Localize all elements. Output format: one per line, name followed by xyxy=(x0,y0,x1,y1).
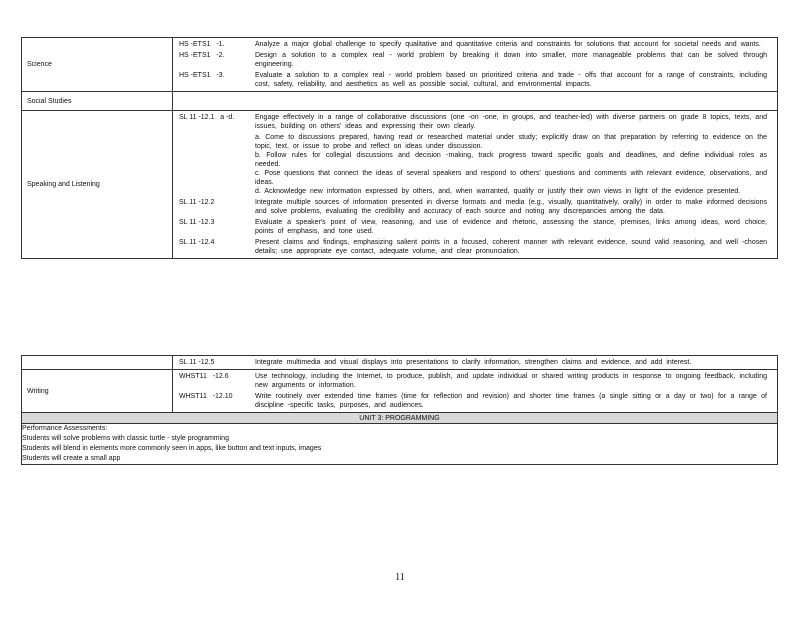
standards-table-top xyxy=(21,37,778,259)
sub-standard: a. Come to discussions prepared, having read or researched material under study; explicitly draw on that preparation by referring to evidence on the topic, text, or issue to probe and reflect on ideas under discussion. xyxy=(255,134,767,150)
sub-standard: c. Pose questions that connect the ideas of several speakers and respond to others' questions and comments with relevant evidence, observations, and ideas. xyxy=(255,170,767,186)
writing-subject: Writing xyxy=(22,370,173,413)
standard-text: Design a solution to a complex real - world problem by breaking it down into smaller, more manageable problems that can be solved through engineering. xyxy=(255,52,767,68)
standard-text: Integrate multimedia and visual displays into presentations to clarify information, strengthen claims and evidence, and add interest. xyxy=(255,359,692,366)
science-standards xyxy=(173,38,778,92)
standard-code: SL 11 -12.3 xyxy=(179,219,215,226)
sl5-standard xyxy=(173,356,778,370)
standard-row xyxy=(173,71,777,89)
empty-subject-cell xyxy=(22,356,173,370)
page-number: 11 xyxy=(395,572,405,583)
science-subject: Science xyxy=(22,38,173,92)
standard-code: HS -ETS1 -3. xyxy=(179,72,225,79)
standard-code: WHST11 -12.10 xyxy=(179,393,233,400)
standard-code: WHST11 -12.6 xyxy=(179,373,229,380)
performance-item: Students will create a small app xyxy=(22,455,121,462)
standard-text: Integrate multiple sources of information presented in diverse formats and media (e.g., visually, quantitatively, orally) in order to make informed decisions and solve problems, evaluating the credibility and accuracy of each source and noting any discrepancies among the data. xyxy=(255,199,767,215)
unit-header-row xyxy=(22,413,778,424)
performance-item: Students will blend in elements more commonly seen in apps, like button and text inputs, images xyxy=(22,445,322,452)
standard-text: Engage effectively in a range of collaborative discussions (one -on -one, in groups, and teacher-led) with diverse partners on grade 8 topics, texts, and issues, building on others' ideas and expressing their own clearly. xyxy=(255,114,767,130)
social-studies-subject: Social Studies xyxy=(22,92,173,111)
standard-code: SL 11 -12.5 xyxy=(179,359,215,366)
social-studies-standards xyxy=(173,92,778,111)
standard-row xyxy=(173,358,777,367)
sl5-row xyxy=(22,356,778,370)
social-studies-row xyxy=(22,92,778,111)
standards-table-bottom xyxy=(21,355,778,465)
standard-row xyxy=(173,51,777,69)
standard-row xyxy=(173,198,777,216)
unit-header: UNIT 3: PROGRAMMING xyxy=(22,413,778,424)
performance-item: Students will solve problems with classic turtle - style programming xyxy=(22,435,229,442)
standard-text: Evaluate a solution to a complex real - world problem based on prioritized criteria and trade - offs that account for a range of constraints, including cost, safety, reliability, and aesthetics as well as possible social, cultural, and environmental impacts. xyxy=(255,72,767,88)
performance-assessments xyxy=(22,424,778,465)
standard-code: SL 11 -12.2 xyxy=(179,199,215,206)
standard-code: SL 11 -12.4 xyxy=(179,239,215,246)
standard-row xyxy=(173,372,777,390)
performance-row xyxy=(22,424,778,465)
standard-text: Write routinely over extended time frames (time for reflection and revision) and shorter time frames (a single sitting or a day or two) for a range of discipline -specific tasks, purposes, and audiences. xyxy=(255,393,767,409)
sub-standard: d. Acknowledge new information expressed by others, and, when warranted, qualify or justify their own views in light of the evidence presented. xyxy=(255,188,741,195)
standard-text: Evaluate a speaker's point of view, reasoning, and use of evidence and rhetoric, assessing the stance, premises, links among ideas, word choice, points of emphasis, and tone used. xyxy=(255,219,767,235)
science-row xyxy=(22,38,778,92)
standard-row xyxy=(173,218,777,236)
speaking-subject: Speaking and Listening xyxy=(22,111,173,259)
standard-code: SL 11 -12.1 a -d. xyxy=(179,114,235,121)
performance-heading: Performance Assessments: xyxy=(22,425,108,432)
standard-text: Present claims and findings, emphasizing salient points in a focused, coherent manner with relevant evidence, sound valid reasoning, and well -chosen details; use appropriate eye contact, adequate volume, and clear pronunciation. xyxy=(255,239,767,255)
standard-text: Use technology, including the Internet, to produce, publish, and update individual or shared writing products in response to ongoing feedback, including new arguments or information. xyxy=(255,373,767,389)
standard-text: Analyze a major global challenge to specify qualitative and quantitative criteria and constraints for solutions that account for societal needs and wants. xyxy=(255,41,761,48)
speaking-row xyxy=(22,111,778,259)
speaking-standards xyxy=(173,111,778,259)
standard-row xyxy=(173,392,777,410)
standard-row xyxy=(173,40,777,49)
standard-row xyxy=(173,238,777,256)
sub-standard: b. Follow rules for collegial discussions and decision -making, track progress toward specific goals and deadlines, and define individual roles as needed. xyxy=(255,152,767,168)
standard-code: HS -ETS1 -2. xyxy=(179,52,225,59)
standard-row xyxy=(173,113,777,131)
writing-standards xyxy=(173,370,778,413)
standard-code: HS -ETS1 -1. xyxy=(179,41,225,48)
writing-row xyxy=(22,370,778,413)
